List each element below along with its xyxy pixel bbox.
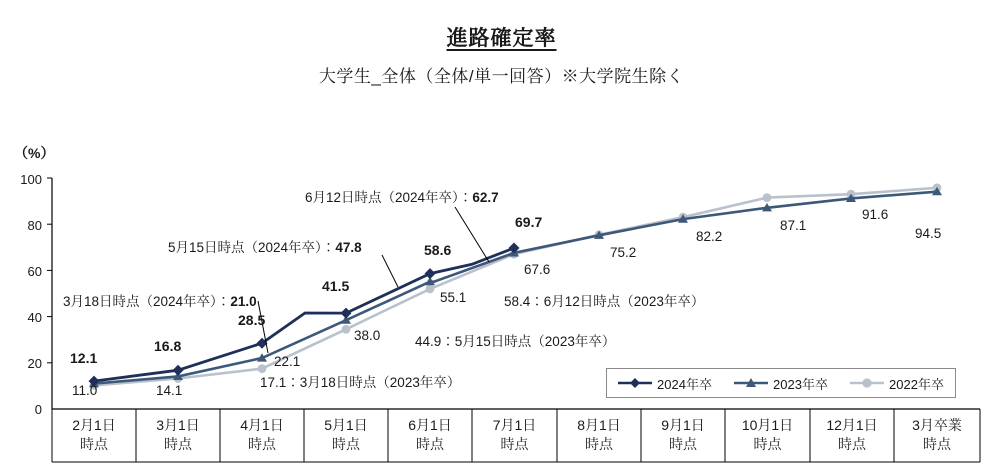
x-tick-8-bottom: 時点 — [753, 435, 782, 452]
x-tick-4-bottom: 時点 — [416, 435, 444, 452]
x-tick-4-top: 6月1日 — [408, 417, 452, 433]
annotation-2023-0515: 44.9：5月15日時点（2023年卒） — [415, 334, 616, 349]
point-label-2023-3: 38.0 — [354, 328, 381, 343]
x-tick-8 — [725, 416, 810, 454]
y-tick-0: 0 — [34, 402, 42, 417]
x-tick-2-top: 4月1日 — [240, 417, 284, 433]
legend-item-2023[interactable] — [734, 374, 828, 393]
x-tick-2 — [220, 416, 304, 454]
annotation-2024-0612 — [305, 186, 499, 206]
x-tick-7 — [641, 416, 725, 454]
annotation-2024-0515-value: 47.8 — [335, 240, 362, 255]
point-label-2023-6: 75.2 — [610, 245, 637, 260]
x-tick-9-top: 12月1日 — [826, 417, 878, 433]
x-tick-0-bottom: 時点 — [80, 435, 108, 452]
annotation-2024-0318 — [63, 290, 257, 310]
annotation-2024-0318-label: 3月18日時点（2024年卒）： — [63, 294, 231, 309]
x-tick-10-bottom: 時点 — [923, 435, 951, 452]
annotation-2023-0318: 17.1：3月18日時点（2023年卒） — [260, 375, 461, 390]
x-tick-5 — [472, 416, 557, 454]
legend-item-2024[interactable] — [618, 374, 712, 393]
point-label-2024-5: 69.7 — [515, 214, 543, 230]
x-tick-8-top: 10月1日 — [741, 417, 794, 433]
series-line-2024 — [94, 248, 514, 381]
annotation-2024-0612-label: 6月12日時点（2024年卒）： — [305, 190, 473, 205]
x-tick-5-bottom: 時点 — [500, 435, 529, 452]
point-label-2024-3: 41.5 — [322, 278, 350, 294]
x-tick-0-top: 2月1日 — [72, 417, 116, 433]
x-tick-7-top: 9月1日 — [661, 417, 705, 433]
x-tick-6-bottom: 時点 — [585, 435, 613, 452]
page-title: 進路確定率 — [446, 27, 557, 50]
x-tick-9-bottom: 時点 — [838, 435, 866, 452]
point-label-2023-9: 91.6 — [862, 207, 889, 222]
legend-swatch-2024-icon — [618, 377, 652, 389]
annotation-leader-3 — [455, 207, 489, 262]
x-tick-3-bottom: 時点 — [332, 435, 360, 452]
y-tick-100: 100 — [20, 172, 42, 187]
x-tick-7-bottom: 時点 — [669, 435, 697, 452]
x-tick-10-top: 3月卒業 — [912, 417, 962, 433]
chart-legend — [606, 368, 956, 398]
annotation-2024-0515 — [168, 236, 362, 256]
x-tick-10 — [894, 416, 980, 454]
legend-label-2023: 2023年卒 — [773, 376, 828, 392]
point-label-2024-1: 16.8 — [154, 338, 182, 354]
y-axis-unit-label: （%） — [14, 145, 55, 161]
point-label-2023-8: 87.1 — [780, 218, 807, 233]
x-tick-0 — [52, 416, 136, 454]
point-label-2024-0: 12.1 — [70, 350, 98, 366]
legend-item-2022[interactable] — [850, 374, 944, 393]
point-label-2023-5: 67.6 — [524, 262, 551, 277]
x-tick-1 — [136, 416, 220, 454]
y-tick-40: 40 — [27, 310, 42, 325]
annotation-2024-0318-value: 21.0 — [230, 294, 257, 309]
x-tick-4 — [388, 416, 472, 454]
y-tick-60: 60 — [27, 264, 42, 279]
y-tick-20: 20 — [27, 356, 42, 371]
point-label-2023-10: 94.5 — [915, 226, 942, 241]
x-tick-1-top: 3月1日 — [156, 417, 200, 433]
point-label-2023-4: 55.1 — [440, 290, 467, 305]
point-label-2023-2: 22.1 — [274, 354, 301, 369]
point-label-2023-0: 11.0 — [72, 383, 98, 398]
x-tick-3-top: 5月1日 — [324, 417, 368, 433]
x-tick-3 — [304, 416, 388, 454]
annotation-2024-0515-label: 5月15日時点（2024年卒）： — [168, 240, 336, 255]
x-tick-2-bottom: 時点 — [248, 435, 276, 452]
x-tick-1-bottom: 時点 — [164, 435, 192, 452]
x-tick-9 — [810, 416, 894, 454]
annotation-2023-0612: 58.4：6月12日時点（2023年卒） — [504, 294, 705, 309]
point-label-2024-4: 58.6 — [424, 242, 452, 258]
point-label-2024-2: 28.5 — [238, 312, 266, 328]
legend-swatch-2022-icon — [850, 377, 884, 389]
x-tick-6 — [557, 416, 641, 454]
chart-subtitle: 大学生_全体（全体/単一回答）※大学院生除く — [318, 67, 685, 86]
point-label-2023-1: 14.1 — [156, 383, 183, 398]
x-tick-5-top: 7月1日 — [492, 417, 537, 433]
x-tick-6-top: 8月1日 — [577, 417, 621, 433]
legend-label-2024: 2024年卒 — [657, 376, 712, 392]
y-tick-80: 80 — [27, 218, 42, 233]
legend-swatch-2023-icon — [734, 377, 768, 389]
annotation-leader-2 — [382, 255, 398, 287]
annotation-2024-0612-value: 62.7 — [472, 190, 499, 205]
legend-label-2022: 2022年卒 — [889, 376, 944, 392]
point-label-2023-7: 82.2 — [696, 229, 723, 244]
